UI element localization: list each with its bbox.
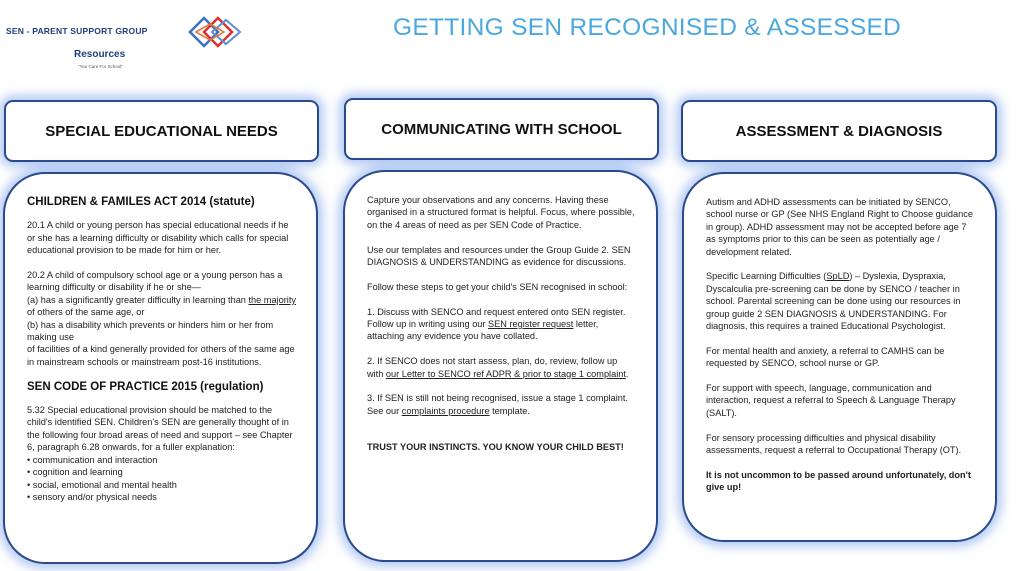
paragraph-sensory: For sensory processing difficulties and physical disability assessments, request a referral to Occupational Therapy (OT).: [706, 432, 962, 456]
header-communicating-with-school: [344, 98, 659, 160]
step-1: [367, 306, 636, 343]
clause-b-continued: of facilities of a kind generally provided for others of the same age in mainstream schools or mainstream post-16 institutions.: [27, 344, 295, 367]
header-label: SPECIAL EDUCATIONAL NEEDS: [45, 122, 278, 140]
act-paragraph-20-2: [27, 269, 298, 368]
list-item: • social, emotional and mental health: [27, 479, 298, 491]
letter-to-senco-link[interactable]: our Letter to SENCO ref ADPR & prior to stage 1 complaint: [385, 368, 626, 379]
header-special-educational-needs: [4, 100, 319, 162]
spld-abbreviation: SpLD: [826, 271, 850, 282]
paragraph-20-2-intro: 20.2 A child of compulsory school age or a young person has a learning difficulty or disability if he or she—: [27, 270, 283, 293]
closing-statement: TRUST YOUR INSTINCTS. YOU KNOW YOUR CHILD BEST!: [367, 442, 624, 453]
panel-special-educational-needs: [3, 172, 318, 564]
header-assessment-diagnosis: [681, 100, 997, 162]
logo-emblem-icon: [186, 14, 244, 50]
clause-a-start: (a) has a significantly greater difficulty in learning than: [27, 294, 249, 305]
spld-text-end: ) – Dyslexia, Dyspraxia, Dyscalculia pre-screening can be done by SENCO / teacher in school. Parental screening can be done using our resources in group guide 2 SEN DIAGNOSIS & UNDERSTANDING. For diagnosis, this requires a trained Educational Psychologist.: [706, 271, 961, 332]
paragraph-capture: Capture your observations and any concerns. Having these organised in a structured format is helpful. Focus, where possible, on the 4 areas of need as per SEN Code of Practice.: [367, 195, 635, 230]
list-item: • communication and interaction: [27, 454, 298, 466]
group-logo: [6, 12, 246, 82]
logo-tagline: "You Care For School": [78, 64, 123, 69]
step-1-text: 1. Discuss with SENCO and request entered onto SEN register. Follow up in writing using our: [367, 306, 626, 330]
step-2-text: 2. If SENCO does not start assess, plan, do, review, follow up with: [367, 356, 618, 379]
list-item: • sensory and/or physical needs: [27, 491, 298, 503]
act-heading: CHILDREN & FAMILES ACT 2014 (statute): [27, 196, 255, 208]
closing-statement: It is not uncommon to be passed around unfortunately, don't give up!: [706, 469, 971, 493]
spld-text: Specific Learning Difficulties (: [706, 271, 827, 282]
paragraph-templates: Use our templates and resources under the Group Guide 2. SEN DIAGNOSIS & UNDERSTANDING as evidence for discussions.: [367, 244, 631, 268]
clause-a-end: of others of the same age, or: [27, 307, 145, 318]
panel-assessment-diagnosis: [682, 172, 997, 542]
act-paragraph-20-1: 20.1 A child or young person has special educational needs if he or she has a learning difficulty or disability which calls for special educational provision to be made for him or her.: [27, 220, 289, 256]
paragraph-speech-language: For support with speech, language, communication and interaction, request a referral to Speech & Language Therapy (SALT).: [706, 383, 956, 418]
list-item: • cognition and learning: [27, 466, 298, 478]
logo-group-name: SEN - PARENT SUPPORT GROUP: [6, 26, 148, 36]
header-label: COMMUNICATING WITH SCHOOL: [381, 120, 622, 138]
page-title: GETTING SEN RECOGNISED & ASSESSED: [393, 14, 902, 41]
paragraph-mental-health: For mental health and anxiety, a referral to CAMHS can be requested by SENCO, school nurse or GP.: [706, 345, 945, 369]
paragraph-autism-adhd: Autism and ADHD assessments can be initiated by SENCO, school nurse or GP (See NHS England Right to Choose guidance in group). ADHD assessment may not be accepted before age 7 as symptoms prior to this can be seen as potentially age / development related.: [706, 197, 973, 257]
areas-of-need-list: [27, 454, 298, 504]
panel-communicating-with-school: [343, 170, 658, 562]
paragraph-spld: [706, 270, 973, 332]
step-3: [367, 392, 636, 417]
clause-b: (b) has a disability which prevents or hinders him or her from making use: [27, 319, 274, 343]
step-1-text-end: letter, attaching any evidence you have collated.: [367, 319, 599, 342]
step-2: [367, 355, 636, 380]
sen-register-request-link[interactable]: SEN register request: [488, 319, 574, 330]
clause-a-underlined: the majority: [248, 294, 296, 305]
step-3-text-end: template.: [489, 405, 530, 416]
paragraph-steps-intro: Follow these steps to get your child's SEN recognised in school:: [367, 281, 628, 292]
complaints-procedure-link[interactable]: complaints procedure: [401, 405, 490, 416]
logo-resources-label: Resources: [74, 49, 126, 60]
code-paragraph-5-32: 5.32 Special educational provision should be matched to the child's identified SEN. Children's SEN are generally thought of in the following four broad areas of need and support – see Chapter 6, paragraph 6.28 onwards, for a fuller explanation:: [27, 405, 293, 453]
step-3-text: 3. If SEN is still not being recognised, issue a stage 1 complaint. See our: [367, 393, 628, 416]
header-label: ASSESSMENT & DIAGNOSIS: [735, 122, 943, 140]
step-2-text-end: .: [625, 368, 629, 379]
code-heading: SEN CODE OF PRACTICE 2015 (regulation): [27, 380, 264, 393]
